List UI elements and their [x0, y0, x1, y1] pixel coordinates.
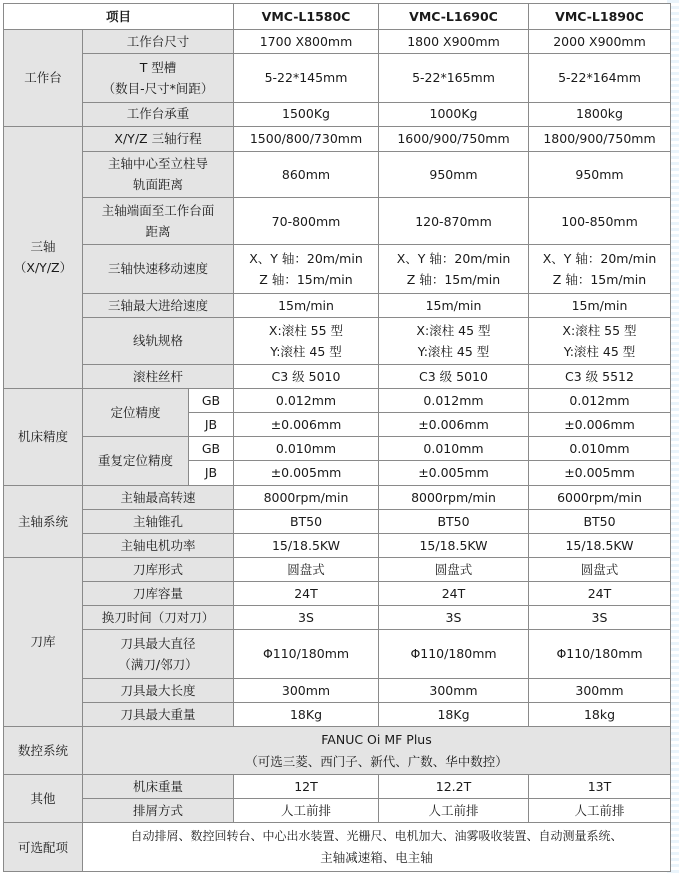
cell: 3S [379, 606, 529, 630]
cell: 950mm [379, 151, 529, 197]
cell: 15/18.5KW [234, 533, 379, 557]
cell: 1600/900/750mm [379, 126, 529, 151]
cell: Φ110/180mm [529, 630, 671, 678]
cell: ±0.005mm [529, 461, 671, 485]
cell: ±0.006mm [529, 413, 671, 437]
cell: 1700 X800mm [234, 30, 379, 54]
label-travel: X/Y/Z 三轴行程 [83, 126, 234, 151]
label-t-slot [83, 54, 234, 102]
cell: ±0.005mm [234, 461, 379, 485]
group-options: 可选配项 [4, 823, 83, 872]
row-positioning-gb [4, 389, 671, 413]
row-t-slot [4, 54, 671, 102]
cell-line: Z 轴：15m/min [259, 271, 353, 287]
cell [529, 245, 671, 293]
cell-line: Y:滚柱 45 型 [417, 343, 490, 359]
label-taper: 主轴锥孔 [83, 509, 234, 533]
cell: 1500Kg [234, 102, 379, 126]
cell: 5-22*145mm [234, 54, 379, 102]
label-table-size: 工作台尺寸 [83, 30, 234, 54]
cell: 18kg [529, 702, 671, 726]
cell [529, 317, 671, 364]
cell: 0.010mm [529, 437, 671, 461]
label-rail: 线轨规格 [83, 317, 234, 364]
cell-line: X:滚柱 55 型 [562, 322, 637, 338]
cell: 300mm [234, 678, 379, 702]
label-max-speed: 主轴最高转速 [83, 485, 234, 509]
label-weight: 机床重量 [83, 775, 234, 799]
cell: 圆盘式 [379, 557, 529, 581]
label-spindle-center [83, 151, 234, 197]
cell: 5-22*165mm [379, 54, 529, 102]
cell: Φ110/180mm [234, 630, 379, 678]
label-rapid: 三轴快速移动速度 [83, 245, 234, 293]
label-mag-cap: 刀库容量 [83, 582, 234, 606]
group-cnc: 数控系统 [4, 726, 83, 774]
cell: 15m/min [379, 293, 529, 317]
header-row [4, 4, 671, 30]
row-change-time [4, 606, 671, 630]
label-tool-wt: 刀具最大重量 [83, 702, 234, 726]
std-jb: JB [189, 413, 234, 437]
cell: ±0.006mm [379, 413, 529, 437]
cell: 18Kg [379, 702, 529, 726]
row-travel [4, 126, 671, 151]
cell: 8000rpm/min [379, 485, 529, 509]
row-options [4, 823, 671, 872]
row-taper [4, 509, 671, 533]
cell: 950mm [529, 151, 671, 197]
cell: 人工前排 [529, 799, 671, 823]
cell-line: Z 轴：15m/min [406, 271, 501, 287]
cell: 5-22*164mm [529, 54, 671, 102]
row-screw [4, 364, 671, 388]
header-model-3: VMC-L1890C [529, 4, 671, 30]
cell-line: X、Y 轴：20m/min [249, 250, 363, 266]
std-gb: GB [189, 437, 234, 461]
label-line: T 型槽 [139, 59, 177, 75]
cell-line: Y:滚柱 45 型 [563, 343, 636, 359]
cnc-line: （可选三菱、西门子、新代、广数、华中数控） [245, 753, 508, 769]
header-item: 项目 [4, 4, 234, 30]
label-spindle-nose [83, 198, 234, 245]
row-spindle-nose [4, 198, 671, 245]
label-change-time: 换刀时间（刀对刀） [83, 606, 234, 630]
cell-line: Y:滚柱 45 型 [270, 343, 342, 359]
row-chip [4, 799, 671, 823]
label-mag-type: 刀库形式 [83, 557, 234, 581]
row-cnc [4, 726, 671, 774]
row-rail [4, 317, 671, 364]
cell: C3 级 5010 [379, 364, 529, 388]
cnc-value [83, 726, 671, 774]
cell: 15m/min [234, 293, 379, 317]
cell: 24T [234, 582, 379, 606]
cell-line: X:滚柱 45 型 [416, 322, 491, 338]
cell: 860mm [234, 151, 379, 197]
row-repeat-gb [4, 437, 671, 461]
row-table-size [4, 30, 671, 54]
label-table-load: 工作台承重 [83, 102, 234, 126]
cell: 300mm [529, 678, 671, 702]
options-value [83, 823, 671, 872]
label-tool-dia [83, 630, 234, 678]
cell: 13T [529, 775, 671, 799]
cell: 3S [529, 606, 671, 630]
cell: 100-850mm [529, 198, 671, 245]
cell [234, 245, 379, 293]
cell-line: X:滚柱 55 型 [268, 322, 344, 338]
label-tool-len: 刀具最大长度 [83, 678, 234, 702]
group-axes [4, 126, 83, 388]
header-model-1: VMC-L1580C [234, 4, 379, 30]
cell: BT50 [529, 509, 671, 533]
cell: Φ110/180mm [379, 630, 529, 678]
cell: 300mm [379, 678, 529, 702]
group-line: （X/Y/Z） [13, 260, 73, 276]
group-spindle: 主轴系统 [4, 485, 83, 557]
label-line: 刀具最大直径 [120, 635, 196, 651]
cell: 24T [529, 582, 671, 606]
label-feed: 三轴最大进给速度 [83, 293, 234, 317]
label-chip: 排屑方式 [83, 799, 234, 823]
cell [379, 245, 529, 293]
cell: 圆盘式 [529, 557, 671, 581]
cell-line: Z 轴：15m/min [552, 271, 647, 287]
row-tool-wt [4, 702, 671, 726]
cell: 2000 X900mm [529, 30, 671, 54]
label-positioning: 定位精度 [83, 389, 189, 437]
cell: 1800 X900mm [379, 30, 529, 54]
cell: 0.012mm [529, 389, 671, 413]
cell: 0.010mm [379, 437, 529, 461]
label-line: 主轴中心至立柱导 [107, 156, 208, 172]
cell: ±0.006mm [234, 413, 379, 437]
cell: 1500/800/730mm [234, 126, 379, 151]
label-line: 轨面距离 [132, 177, 183, 193]
row-rapid [4, 245, 671, 293]
cnc-line: FANUC Oi MF Plus [321, 732, 432, 748]
cell [234, 317, 379, 364]
row-motor [4, 533, 671, 557]
cell: 18Kg [234, 702, 379, 726]
row-mag-cap [4, 582, 671, 606]
options-line: 自动排屑、数控回转台、中心出水装置、光栅尺、电机加大、油雾吸收装置、自动测量系统、 [130, 829, 623, 844]
cell: 0.010mm [234, 437, 379, 461]
group-precision: 机床精度 [4, 389, 83, 486]
cell: C3 级 5512 [529, 364, 671, 388]
cell: C3 级 5010 [234, 364, 379, 388]
cell: 1800kg [529, 102, 671, 126]
row-table-load [4, 102, 671, 126]
group-worktable: 工作台 [4, 30, 83, 127]
header-model-2: VMC-L1690C [379, 4, 529, 30]
cell: ±0.005mm [379, 461, 529, 485]
cell: 120-870mm [379, 198, 529, 245]
cell: 15m/min [529, 293, 671, 317]
cell: 70-800mm [234, 198, 379, 245]
cell-line: X、Y 轴：20m/min [396, 250, 511, 266]
row-spindle-center [4, 151, 671, 197]
cell: 0.012mm [379, 389, 529, 413]
cell: 3S [234, 606, 379, 630]
cell: 6000rpm/min [529, 485, 671, 509]
cell: 人工前排 [379, 799, 529, 823]
cell: 24T [379, 582, 529, 606]
std-gb: GB [189, 389, 234, 413]
cell: 12.2T [379, 775, 529, 799]
cell: 12T [234, 775, 379, 799]
row-max-speed [4, 485, 671, 509]
std-jb: JB [189, 461, 234, 485]
row-mag-type [4, 557, 671, 581]
options-line: 主轴减速箱、电主轴 [320, 849, 433, 865]
cell-line: X、Y 轴：20m/min [542, 250, 657, 266]
label-line: （数目-尺寸*间距） [102, 80, 214, 96]
cell: 15/18.5KW [529, 533, 671, 557]
label-repeat: 重复定位精度 [83, 437, 189, 485]
cell: 1800/900/750mm [529, 126, 671, 151]
label-motor: 主轴电机功率 [83, 533, 234, 557]
row-feed [4, 293, 671, 317]
spec-table [3, 3, 671, 872]
label-line: 主轴端面至工作台面 [101, 202, 215, 218]
cell: 0.012mm [234, 389, 379, 413]
group-line: 三轴 [30, 239, 56, 255]
cell: 1000Kg [379, 102, 529, 126]
cell: 8000rpm/min [234, 485, 379, 509]
label-line: 距离 [145, 224, 171, 240]
row-tool-len [4, 678, 671, 702]
row-tool-dia [4, 630, 671, 678]
cell [379, 317, 529, 364]
row-weight [4, 775, 671, 799]
cell: 15/18.5KW [379, 533, 529, 557]
cell: BT50 [234, 509, 379, 533]
cell: 人工前排 [234, 799, 379, 823]
group-other: 其他 [4, 775, 83, 823]
cell: BT50 [379, 509, 529, 533]
group-magazine: 刀库 [4, 557, 83, 726]
label-screw: 滚柱丝杆 [83, 364, 234, 388]
cell: 圆盘式 [234, 557, 379, 581]
label-line: （满刀/邻刀） [118, 656, 198, 672]
